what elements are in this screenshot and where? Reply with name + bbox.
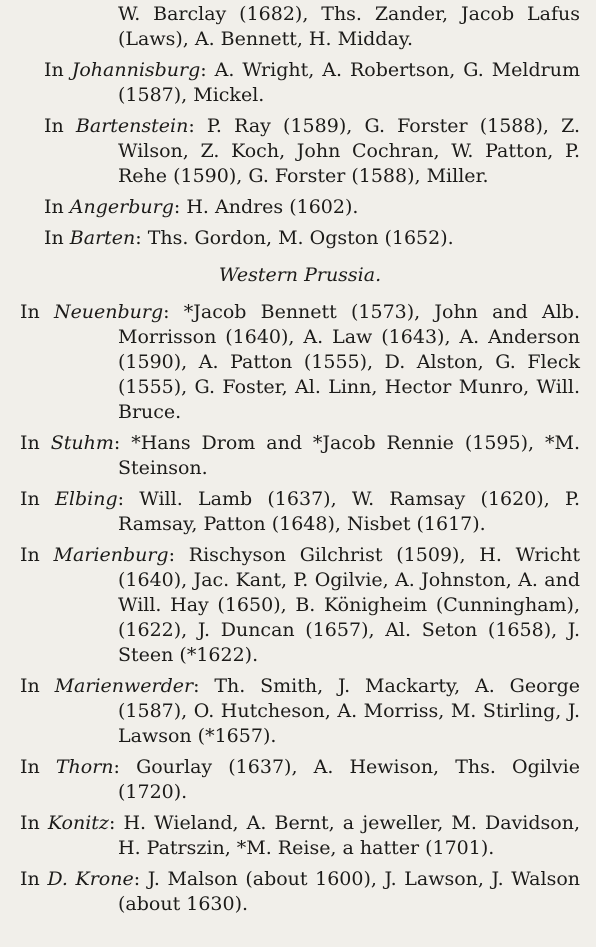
entry-text: : A. Wright, A. Robertson, G. Meldrum (1587), Mickel.: [118, 59, 581, 106]
entry-text: : H. Wieland, A. Bernt, a jeweller, M. Davidson, H. Patrszin, *M. Reise, a hatter (1701).: [108, 812, 580, 859]
entry-marienburg: In Marienburg: Rischyson Gilchrist (1509), H. Wricht (1640), Jac. Kant, P. Ogilvie, A. Johnston, A. and Will. Hay (1650), B. Königheim (Cunningham), (1622), J. Duncan (1657), Al. Seton (1658), J. Steen (*1622).: [20, 544, 580, 666]
entry-thorn: In Thorn: Gourlay (1637), A. Hewison, Ths. Ogilvie (1720).: [20, 756, 580, 803]
entry-angerburg: In Angerburg: H. Andres (1602).: [44, 196, 359, 218]
entry-neuenburg: In Neuenburg: *Jacob Bennett (1573), John and Alb. Morrisson (1640), A. Law (1643), A. Anderson (1590), A. Patton (1555), D. Alston, G. Fleck (1555), G. Foster, Al. Linn, Hector Munro, Will. Bruce.: [20, 301, 580, 423]
place-name: Elbing: [55, 488, 118, 510]
place-name: Marienwerder: [54, 675, 194, 697]
entry-konitz: In Konitz: H. Wieland, A. Bernt, a jeweller, M. Davidson, H. Patrszin, *M. Reise, a hatter (1701).: [20, 812, 580, 859]
book-page: [0, 2, 596, 947]
place-name: Konitz: [47, 812, 109, 834]
place-name: Barten: [69, 227, 136, 249]
entry-elbing: In Elbing: Will. Lamb (1637), W. Ramsay (1620), P. Ramsay, Patton (1648), Nisbet (1617).: [20, 488, 580, 535]
entry-bartenstein: In Bartenstein: P. Ray (1589), G. Forster (1588), Z. Wilson, Z. Koch, John Cochran, W. Patton, P. Rehe (1590), G. Forster (1588), Miller.: [44, 115, 580, 187]
place-name: Johannisburg: [71, 59, 201, 81]
place-name: Thorn: [55, 756, 114, 778]
entry-d-krone: In D. Krone: J. Malson (about 1600), J. Lawson, J. Walson (about 1630).: [20, 868, 580, 915]
entry-text: : J. Malson (about 1600), J. Lawson, J. Walson (about 1630).: [118, 868, 580, 915]
place-name: Bartenstein: [75, 115, 189, 137]
entry-johannisburg: In Johannisburg: A. Wright, A. Robertson, G. Meldrum (1587), Mickel.: [44, 59, 581, 106]
eastern-prussia-list: [20, 58, 580, 251]
place-name: Stuhm: [50, 432, 114, 454]
place-name: D. Krone: [47, 868, 134, 890]
entry-text: : H. Andres (1602).: [173, 196, 359, 218]
entry-text: : Rischyson Gilchrist (1509), H. Wricht (1640), Jac. Kant, P. Ogilvie, A. Johnston, A. and Will. Hay (1650), B. Königheim (Cunningham), (1622), J. Duncan (1657), Al. Seton (1658), J. Steen (*1622).: [118, 544, 580, 666]
entry-text: : *Hans Drom and *Jacob Rennie (1595), *M. Steinson.: [113, 432, 580, 479]
entry-text: : P. Ray (1589), G. Forster (1588), Z. Wilson, Z. Koch, John Cochran, W. Patton, P. Rehe (1590), G. Forster (1588), Miller.: [118, 115, 580, 187]
entry-barten: In Barten: Ths. Gordon, M. Ogston (1652).: [44, 227, 454, 249]
entry-text: : *Jacob Bennett (1573), John and Alb. Morrisson (1640), A. Law (1643), A. Anderson (1590), A. Patton (1555), D. Alston, G. Fleck (1555), G. Foster, Al. Linn, Hector Munro, Will. Bruce.: [118, 301, 580, 423]
continued-entry: W. Barclay (1682), Ths. Zander, Jacob Lafus (Laws), A. Bennett, H. Midday.: [118, 3, 580, 50]
entry-text: : Will. Lamb (1637), W. Ramsay (1620), P. Ramsay, Patton (1648), Nisbet (1617).: [117, 488, 580, 535]
place-name: Angerburg: [69, 196, 174, 218]
entry-text: : Ths. Gordon, M. Ogston (1652).: [135, 227, 454, 249]
entry-stuhm: In Stuhm: *Hans Drom and *Jacob Rennie (1595), *M. Steinson.: [20, 432, 580, 479]
place-name: Neuenburg: [53, 301, 164, 323]
place-name: Marienburg: [53, 544, 169, 566]
entry-text: : Gourlay (1637), A. Hewison, Ths. Ogilvie (1720).: [113, 756, 580, 803]
western-prussia-list: [20, 300, 580, 917]
entry-text: : Th. Smith, J. Mackarty, A. George (1587), O. Hutcheson, A. Morriss, M. Stirling, J. Lawson (*1657).: [118, 675, 580, 747]
entry-marienwerder: In Marienwerder: Th. Smith, J. Mackarty, A. George (1587), O. Hutcheson, A. Morriss, M. Stirling, J. Lawson (*1657).: [20, 675, 580, 747]
section-heading: Western Prussia.: [218, 264, 382, 286]
